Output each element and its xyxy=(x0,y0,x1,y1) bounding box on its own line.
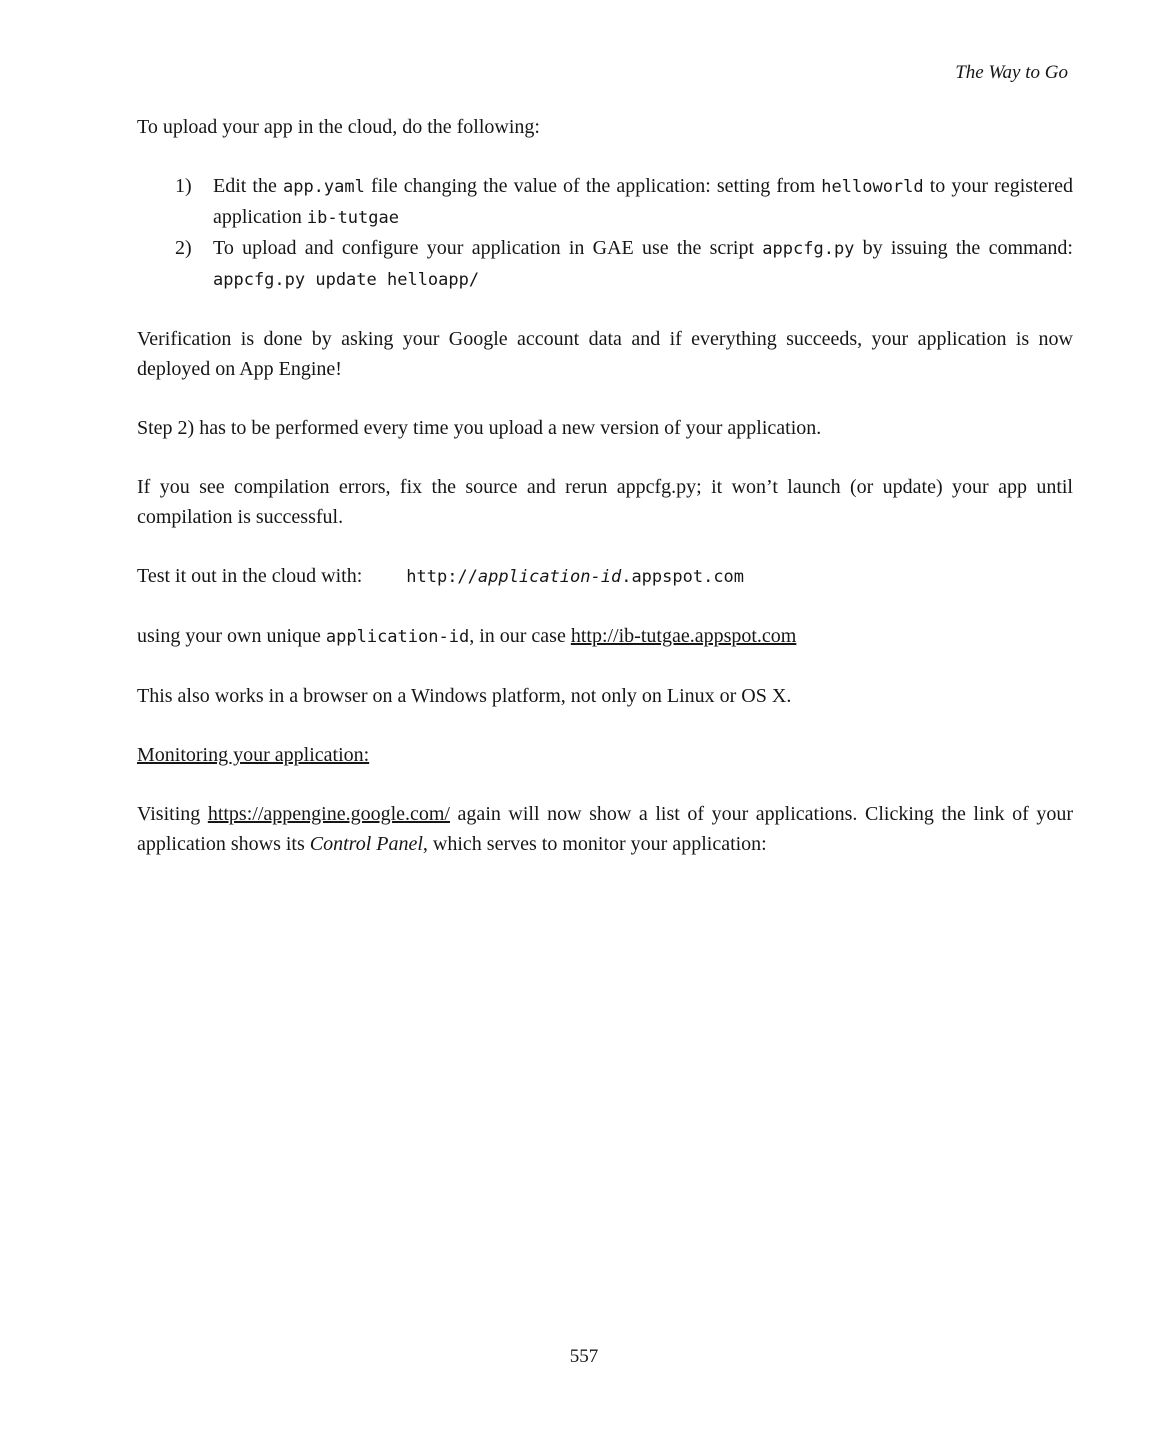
running-title: The Way to Go xyxy=(955,62,1068,83)
list-number: 1) xyxy=(175,175,192,197)
list-item-text xyxy=(213,233,1073,295)
list-item-2 xyxy=(175,233,1073,295)
step2-paragraph: Step 2) has to be performed every time you upload a new version of your application. xyxy=(137,417,822,439)
numbered-list xyxy=(137,171,1073,295)
code-run: .appspot.com xyxy=(621,567,745,587)
inline-code-url xyxy=(406,567,744,587)
link-appengine[interactable]: https://appengine.google.com/ xyxy=(207,803,450,825)
code-run-italic: application-id xyxy=(477,567,622,587)
inline-code: application-id xyxy=(325,627,470,647)
inline-code: helloworld xyxy=(821,177,924,197)
text-run: Visiting xyxy=(137,803,208,825)
text-run: , which serves to monitor your application: xyxy=(422,833,767,855)
monitoring-heading xyxy=(137,740,1073,770)
text-run: to your registered application xyxy=(213,175,1074,228)
text-run: again will now show a list of your applications. Clicking the link of your application shows its xyxy=(137,803,1073,855)
running-header xyxy=(137,62,1068,84)
test-paragraph xyxy=(137,561,1073,592)
inline-code: appcfg.py xyxy=(762,239,855,259)
list-item-1 xyxy=(175,171,1073,233)
text-run: Edit the xyxy=(213,175,283,197)
unique-id-paragraph xyxy=(137,621,1073,652)
heading-text: Monitoring your application: xyxy=(137,744,370,766)
page-content xyxy=(137,112,1073,888)
text-run: To upload and configure your application in GAE use the script xyxy=(213,237,763,259)
inline-code: ib-tutgae xyxy=(306,208,399,228)
code-run: http:// xyxy=(406,567,478,587)
inline-code: app.yaml xyxy=(282,177,365,197)
page-number: 557 xyxy=(569,1346,599,1367)
text-run: Test it out in the cloud with: xyxy=(137,565,363,587)
intro-paragraph: To upload your app in the cloud, do the following: xyxy=(137,116,540,138)
text-run: using your own unique xyxy=(137,625,326,647)
browser-paragraph: This also works in a browser on a Windows platform, not only on Linux or OS X. xyxy=(137,685,792,707)
text-run: , in our case xyxy=(469,625,571,647)
text-run: by issuing the command: xyxy=(854,237,1073,259)
compilation-paragraph: If you see compilation errors, fix the source and rerun appcfg.py; it won’t launch (or update) your app until compilation is successful. xyxy=(137,476,1073,528)
verification-paragraph: Verification is done by asking your Google account data and if everything succeeds, your application is now deployed on App Engine! xyxy=(137,328,1073,380)
inline-code: appcfg.py update helloapp/ xyxy=(213,270,480,290)
list-number: 2) xyxy=(175,237,192,259)
list-item-text xyxy=(213,171,1073,233)
italic-run: Control Panel xyxy=(309,833,423,855)
text-run: file changing the value of the application: setting from xyxy=(364,175,822,197)
link-ib-tutgae[interactable]: http://ib-tutgae.appspot.com xyxy=(570,625,797,647)
visiting-paragraph xyxy=(137,799,1073,859)
